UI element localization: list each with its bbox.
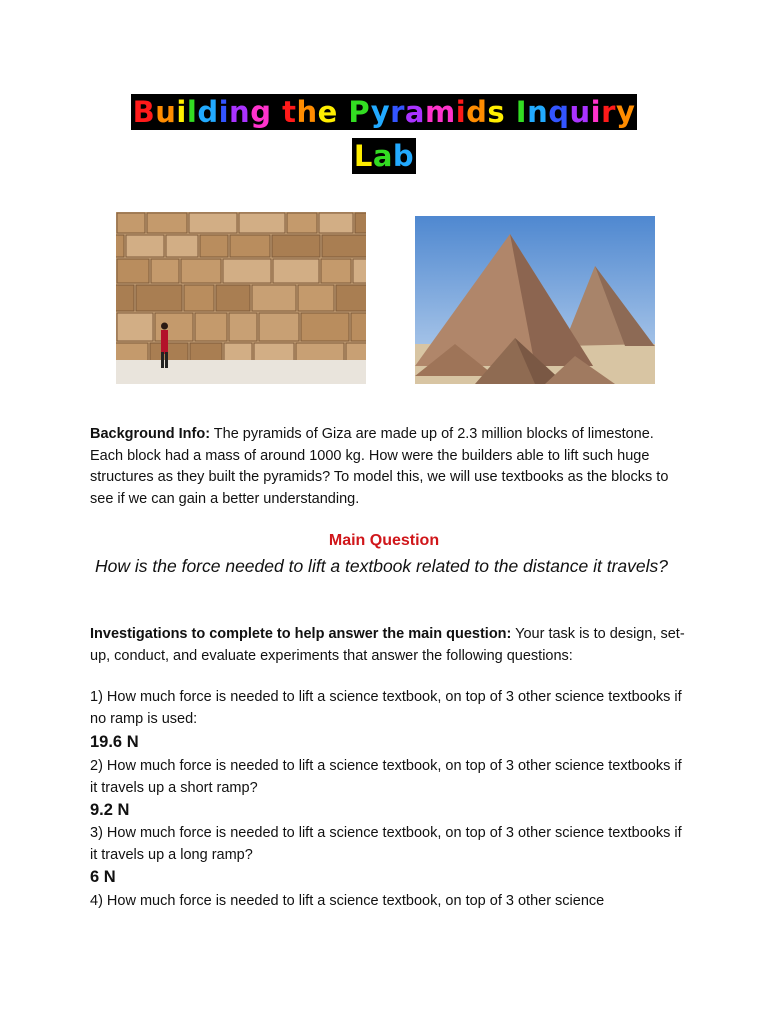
investigations-label: Investigations to complete to help answer the main question: — [90, 626, 512, 642]
question-1: 1) How much force is needed to lift a science textbook, on top of 3 other science textbooks if no ramp is used: — [90, 689, 682, 727]
main-question-text: How is the force needed to lift a textbook related to the distance it travels? — [95, 556, 668, 576]
question-3: 3) How much force is needed to lift a science textbook, on top of 3 other science textbooks if it travels up a long ramp? — [90, 825, 682, 863]
answer-3: 6 N — [90, 868, 116, 886]
background-text: The pyramids of Giza are made up of 2.3 million blocks of limestone. Each block had a mass of around 1000 kg. How were the builders able to lift such huge structures as they built the pyramids? To model this, we will use textbooks as the blocks to see if we can gain a better understanding. — [90, 426, 669, 507]
limestone-blocks-photo — [116, 212, 366, 384]
main-question-heading: Main Question — [328, 532, 440, 549]
investigations-paragraph — [90, 624, 690, 667]
answer-1: 19.6 N — [90, 733, 139, 751]
question-4: 4) How much force is needed to lift a science textbook, on top of 3 other science — [90, 893, 605, 909]
investigations-text: Your task is to design, set-up, conduct, and evaluate experiments that answer the following questions: — [90, 626, 685, 664]
title-text-1: Building the Pyramids Inquiry — [132, 95, 636, 129]
background-label: Background Info: — [90, 426, 211, 442]
giza-pyramids-photo — [415, 216, 655, 384]
background-paragraph — [90, 424, 690, 510]
title-text-2: Lab — [353, 139, 415, 173]
title-line-1 — [0, 94, 768, 130]
answer-2: 9.2 N — [90, 801, 130, 819]
question-2: 2) How much force is needed to lift a science textbook, on top of 3 other science textbooks if it travels up a short ramp? — [90, 758, 682, 796]
title-line-2 — [0, 138, 768, 174]
